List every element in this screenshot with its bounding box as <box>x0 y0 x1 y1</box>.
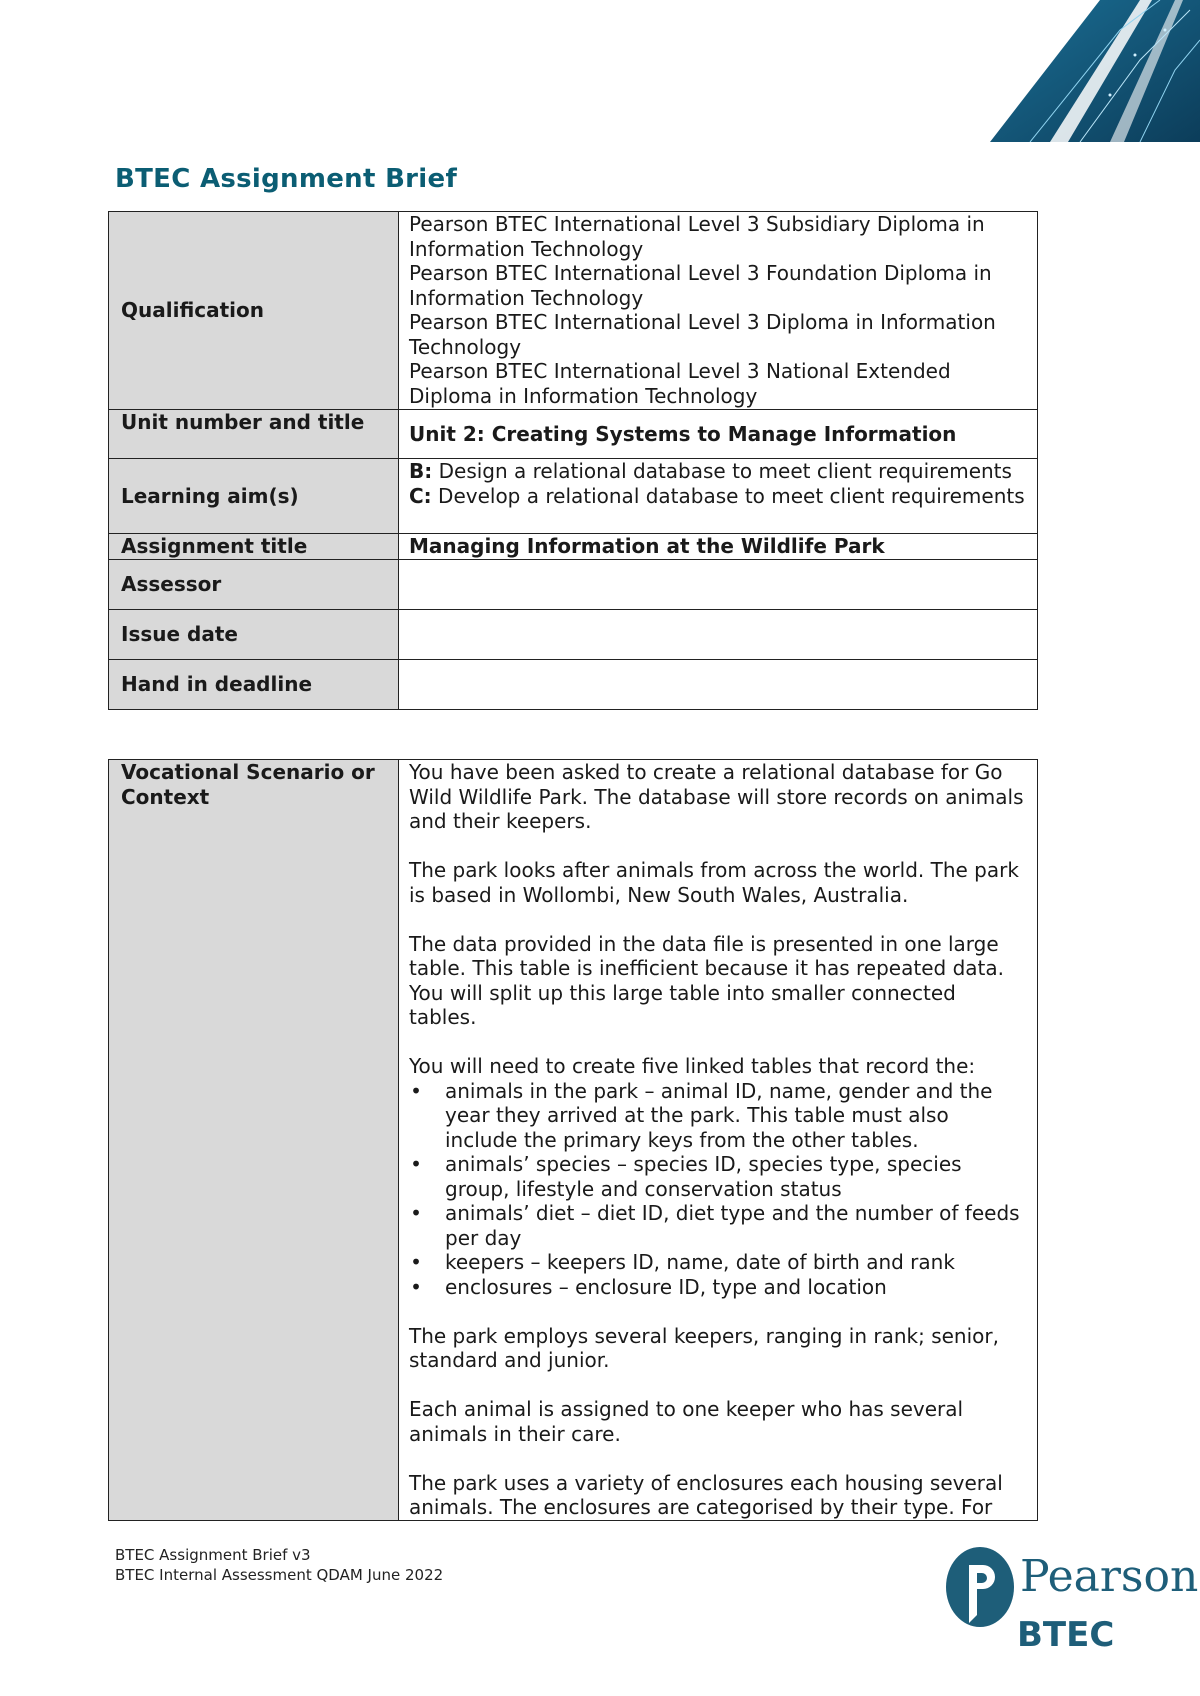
scenario-row <box>109 760 1038 1521</box>
list-item: • animals in the park – animal ID, name, gender and the year they arrived at the park. This table must also include the primary keys from the other tables. <box>445 1079 1027 1153</box>
aim-text: Design a relational database to meet client requirements <box>432 459 1012 483</box>
scenario-table-list <box>409 1079 1027 1300</box>
assignment-details-table <box>108 211 1038 710</box>
scenario-paragraph: The park uses a variety of enclosures each housing several animals. The enclosures are categorised by their type. For <box>409 1470 1003 1519</box>
scenario-paragraph: The park looks after animals from across the world. The park is based in Wollombi, New South Wales, Australia. <box>409 858 1019 907</box>
learning-aims-label: Learning aim(s) <box>109 459 399 534</box>
qualification-row <box>109 212 1038 410</box>
qualification-line: Pearson BTEC International Level 3 Diploma in Information Technology <box>409 310 996 359</box>
list-item: • enclosures – enclosure ID, type and location <box>445 1275 1027 1300</box>
aim-text: Develop a relational database to meet client requirements <box>431 483 1025 508</box>
list-item: • keepers – keepers ID, name, date of birth and rank <box>445 1250 1027 1275</box>
qualification-line: Pearson BTEC International Level 3 Foundation Diploma in Information Technology <box>409 261 992 310</box>
scenario-table <box>108 759 1038 1521</box>
deadline-row <box>109 659 1038 709</box>
qualification-label: Qualification <box>109 212 399 410</box>
document-title: BTEC Assignment Brief <box>115 164 458 194</box>
assignment-title-value: Managing Information at the Wildlife Park <box>399 534 1038 560</box>
footer-version: BTEC Assignment Brief v3 <box>115 1546 311 1564</box>
list-item: • animals’ diet – diet ID, diet type and the number of feeds per day <box>445 1201 1027 1250</box>
assessor-value <box>399 559 1038 609</box>
assessor-label: Assessor <box>109 559 399 609</box>
qualification-line: Pearson BTEC International Level 3 Subsidiary Diploma in Information Technology <box>409 212 985 261</box>
footer-qdam: BTEC Internal Assessment QDAM June 2022 <box>115 1566 444 1584</box>
unit-row <box>109 410 1038 459</box>
issue-date-label: Issue date <box>109 609 399 659</box>
btec-wordmark: BTEC <box>1017 1615 1115 1655</box>
assignment-title-label: Assignment title <box>109 534 399 560</box>
pearson-btec-logo <box>945 1545 1199 1665</box>
scenario-content <box>399 760 1038 1521</box>
assignment-title-row <box>109 534 1038 560</box>
scenario-list-intro: You will need to create five linked tables that record the: <box>409 1054 976 1078</box>
learning-aim-item <box>409 459 1027 484</box>
pearson-p-mark-icon <box>945 1545 1015 1645</box>
page-footer <box>115 1545 443 1585</box>
unit-label: Unit number and title <box>109 410 399 459</box>
pearson-wordmark: Pearson <box>1020 1551 1199 1602</box>
learning-aims-row <box>109 459 1038 534</box>
scenario-label: Vocational Scenario or Context <box>109 760 399 1521</box>
learning-aim-item <box>409 484 1027 509</box>
qualification-value <box>399 212 1038 410</box>
header-decorative-graphic <box>990 0 1200 142</box>
issue-date-row <box>109 609 1038 659</box>
list-item: • animals’ species – species ID, species type, species group, lifestyle and conservation status <box>445 1152 1027 1201</box>
unit-value: Unit 2: Creating Systems to Manage Information <box>399 410 1038 459</box>
deadline-value <box>399 659 1038 709</box>
scenario-paragraph: Each animal is assigned to one keeper who has several animals in their care. <box>409 1397 964 1446</box>
aim-letter: B: <box>409 459 433 483</box>
deadline-label: Hand in deadline <box>109 659 399 709</box>
scenario-paragraph: You have been asked to create a relational database for Go Wild Wildlife Park. The database will store records on animals and their keepers. <box>409 760 1024 833</box>
learning-aims-value <box>399 459 1038 534</box>
assessor-row <box>109 559 1038 609</box>
aim-letter: C: <box>409 483 432 508</box>
issue-date-value <box>399 609 1038 659</box>
scenario-paragraph: The data provided in the data file is presented in one large table. This table is inefficient because it has repeated data. You will split up this large table into smaller connected tables. <box>409 931 1004 1029</box>
qualification-line: Pearson BTEC International Level 3 National Extended Diploma in Information Technology <box>409 359 951 408</box>
scenario-paragraph: The park employs several keepers, ranging in rank; senior, standard and junior. <box>409 1323 999 1372</box>
